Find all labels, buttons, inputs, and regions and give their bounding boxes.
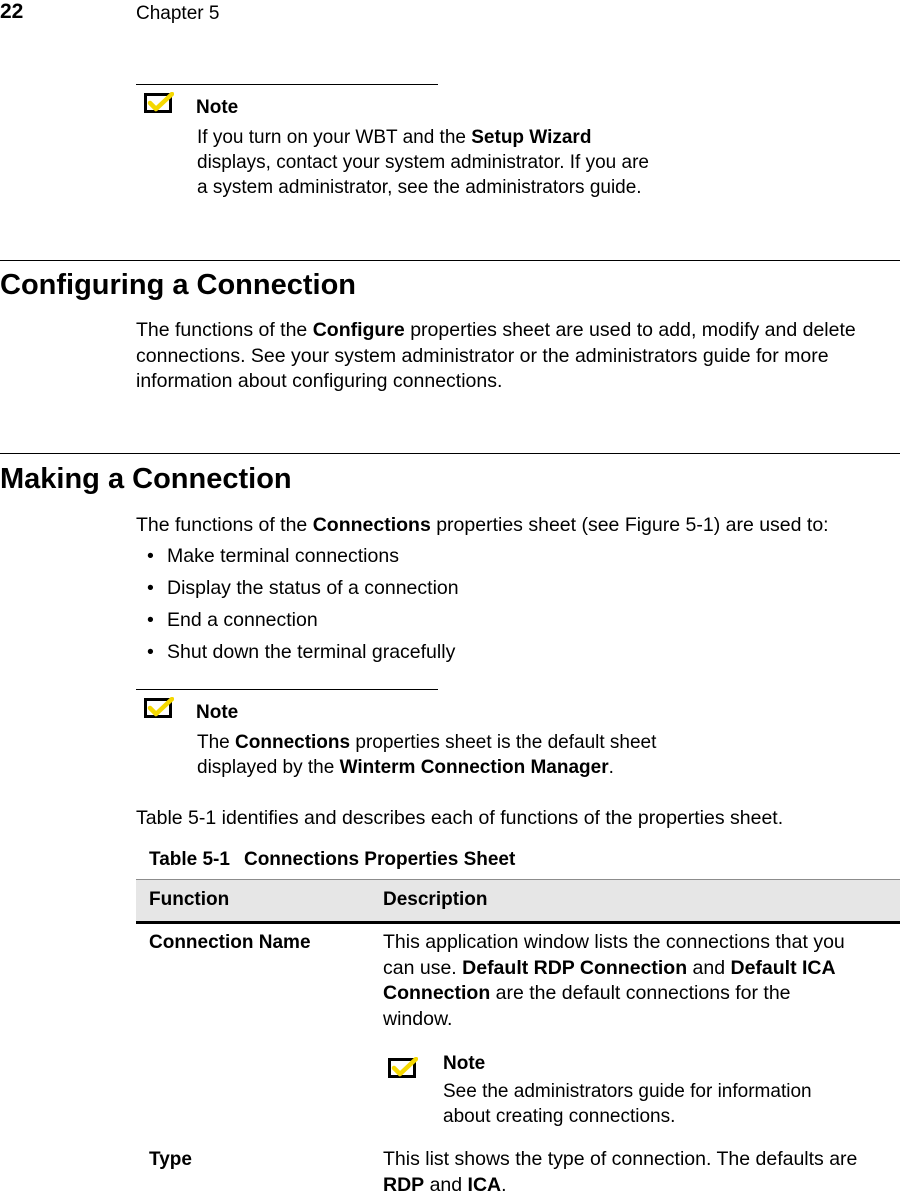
table-row-description: This application window lists the connections that you can use. Default RDP Connection and Default ICA Connection are the default connections for the window. [383,931,845,1030]
note-title: Note [196,97,239,118]
configuring-paragraph: The functions of the Configure properties sheet are used to add, modify and delete connections. See your system administrator or the administrators guide for more information about configuring connections. [136,319,856,392]
note-checkbox-icon [144,92,174,114]
table-row-function: Type [149,1149,192,1170]
table-header-rule [136,921,900,924]
chapter-title: Chapter 5 [136,3,220,24]
heading-configuring-a-connection: Configuring a Connection [0,269,357,301]
note-checkbox-icon [388,1057,418,1079]
table-header [136,879,900,922]
table-row-description: This list shows the type of connection. The defaults are RDP and ICA. [383,1148,858,1196]
list-item: • Display the status of a connection [147,572,459,604]
making-intro: The functions of the Connections properties sheet (see Figure 5-1) are used to: [136,514,829,536]
bullet-list [147,540,459,668]
note-body: The Connections properties sheet is the default sheet displayed by the Winterm Connection Manager. [197,732,657,778]
column-header-description: Description [383,889,488,910]
list-item: • Shut down the terminal gracefully [147,636,459,668]
table-caption: Table 5-1 Connections Properties Sheet [149,849,516,870]
note-rule [136,84,438,85]
note-body: See the administrators guide for information about creating connections. [443,1081,812,1127]
list-item: • Make terminal connections [147,540,459,572]
note-body: If you turn on your WBT and the Setup Wizard displays, contact your system administrator. If you are a system administrator, see the administrators guide. [197,127,649,198]
heading-making-a-connection: Making a Connection [0,463,292,495]
list-item: • End a connection [147,604,459,636]
section-rule [0,260,900,261]
note-rule [136,689,438,690]
section-rule [0,453,900,454]
column-header-function: Function [149,889,230,910]
note-title: Note [196,702,239,723]
table-row-function: Connection Name [149,932,311,953]
note-title: Note [443,1053,486,1074]
table-intro: Table 5-1 identifies and describes each of functions of the properties sheet. [136,807,784,829]
note-checkbox-icon [144,697,174,719]
page-number: 22 [0,0,24,23]
